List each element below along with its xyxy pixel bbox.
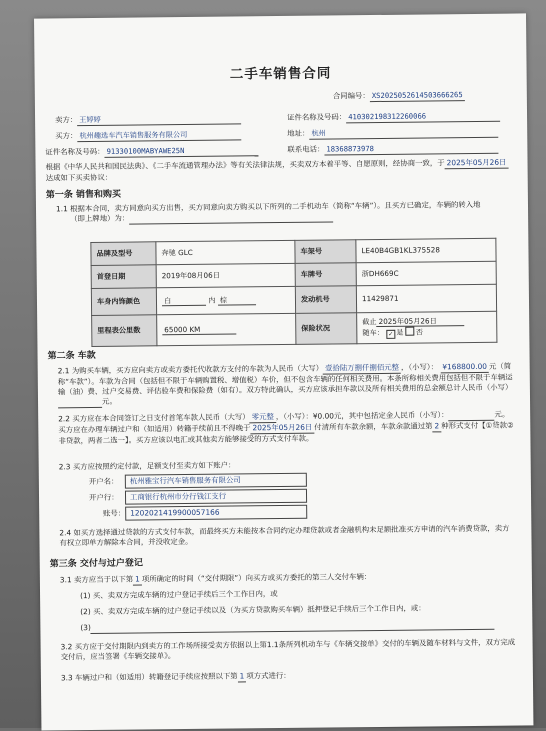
- table-label: 车牌号: [295, 263, 356, 287]
- clause-2-4: 2.4 如买方选择通过贷款的方式支付车款，而最终买方未能按本合同约定办理贷款或者金融机构未足额批准买方申请的汽车消费贷款，卖方有权立即单方解除本合同，并没收定金。: [59, 523, 510, 548]
- table-label: 发动机号: [295, 286, 356, 314]
- table-row: [92, 311, 497, 346]
- table-label: 品牌及型号: [91, 242, 156, 266]
- bank-row: 开户行： 工商银行杭州市分行钱江支行: [89, 489, 307, 505]
- intro-date: 2025年05月26日: [445, 158, 509, 170]
- table-label: 首登日期: [91, 265, 156, 289]
- clause-2-3: 2.3 买方应按照约定付款，足额支付至卖方如下账户：: [58, 460, 236, 472]
- price-uppercase: 壹拾陆万捌仟捌佰元整: [323, 363, 401, 375]
- table-label: 保险状况: [296, 313, 357, 345]
- option-3: (3): [80, 619, 495, 634]
- plate-value: 浙DH669C: [356, 261, 496, 285]
- clause-2-1: 2.1 为购买车辆，买方应向卖方或卖方委托代收款方支付的车款为人民币（大写） 壹拾陆万捌仟捌佰元整 ，（小写）： ¥168800.00 元（简称“车款”）。车款为合同（包括但不限于车辆购置税、增值税）车价，但不包含车辆的任何相关费用。本条所称相关费用包括但不限于车辆运输（油）费、过户交易费、评估验车费和保险费（如有）。双方特此确认，买方应该承担车款以及所有相关费用的总金额总计人民币（小写） 元。: [58, 362, 514, 409]
- section-3-title: 第三条 交付与过户登记: [49, 558, 143, 570]
- bank-name: 工商银行杭州市分行钱江支行: [125, 489, 307, 505]
- clause-2-2: 2.2 买方应在本合同签订之日支付首笔车款人民币（大写） 零元整 ，（小写）：¥0.00元，其中包括定金人民币（小写）： 元。买方应在办理车辆过户和（如适用）转籍手续前且不得晚于 2025年05月26日 付清所有车款余额，车款余款通过第 2 种形式支付【①贷款②非贷款，两者二选一】。买方应该以电汇或其他卖方能够接受的方式支付车款。: [58, 409, 514, 446]
- clause-3-3: 3.3 车辆过户和（如适用）转籍登记手续应按照以下第 1 项方式进行：: [60, 670, 291, 683]
- account-name-row: 开户名： 杭州雅宝行汽车销售服务有限公司: [89, 473, 307, 489]
- phone: 18368873978: [324, 143, 498, 156]
- vehicle-info-table: [90, 238, 497, 347]
- document-title: 二手车销售合同: [229, 65, 332, 83]
- clause-1-1: 1.1 根据本合同，卖方同意向买方出售，买方同意向卖方购买以下所列的二手机动车（简称“车辆”）。且买方已确定，车辆的转入地 （即上牌地）为：: [55, 199, 481, 224]
- brand-value: 奔驰 GLC: [156, 240, 295, 264]
- address: 杭州: [309, 127, 498, 140]
- price-lowercase: ¥168800.00: [440, 362, 489, 373]
- seller-id: 410302198312260066: [346, 111, 500, 123]
- account-number: 1202021419900057166: [125, 505, 307, 521]
- section-2-title: 第二条 车款: [47, 350, 96, 362]
- section-1-title: 第一条 销售和购买: [45, 189, 122, 201]
- clause-3-2: 3.2 买方应于交付期限内到卖方的工作场所接受卖方依据以上第1.1条所列机动车与《车辆交接单》交付的车辆及随车材料与文件，双方完成交付后，应当签署《车辆交接单》。: [60, 637, 516, 662]
- buyer-cert: 91330100MABYAWE25N: [105, 145, 259, 157]
- exterior-color: 白: [162, 295, 206, 306]
- clause-3-1: 3.1 卖方应当于以下第 1 项所确定的时间（“交付期限”）向买方或买方委托的第三人交付车辆：: [59, 572, 372, 585]
- insurance-date: 2025年05月26日: [377, 316, 465, 328]
- phone-row: 联系电话： 18368873978: [287, 143, 498, 156]
- table-label: 车架号: [295, 240, 356, 264]
- checkbox-yes-icon: ✓: [388, 331, 394, 339]
- table-row: [91, 284, 496, 315]
- mileage-value: 65000 KM: [157, 313, 296, 345]
- engine-value: 11429871: [356, 284, 496, 312]
- intro-paragraph: 根据《中华人民共和国民法典》、《二手车流通管理办法》等有关法律法规，买卖双方本着平等、自愿原则，经协商一致，于 2025年05月26日达成如下买卖协议：: [46, 158, 512, 184]
- buyer-name: 杭州趣选车汽车销售服务有限公司: [77, 129, 241, 141]
- balance-due-date: 2025年05月26日: [250, 423, 314, 435]
- color-value: 白 内 棕: [156, 286, 295, 314]
- seller-id-row: 证件名称及号码： 410302198312260066: [287, 111, 500, 124]
- option-2: (2) 买、卖双方完成车辆的过户登记手续以及（为买方贷款购买车辆）抵押登记手续后三个工作日内，或：: [80, 603, 426, 617]
- contract-number-value: XS2025052614503666265: [370, 90, 465, 102]
- seller-row: 卖方： 王婷婷: [55, 113, 241, 126]
- interior-color: 棕: [218, 295, 256, 306]
- contract-page: [34, 13, 533, 730]
- first-registration-value: 2019年08月06日: [156, 263, 295, 287]
- vin-value: LE40B4GB1KL375528: [356, 238, 496, 262]
- address-row: 地址： 杭州: [287, 127, 498, 140]
- option-1: (1) 买、卖双方完成车辆的过户登记手续后三个工作日内，或: [80, 589, 278, 601]
- contract-number: 合同编号： XS2025052614503666265: [333, 90, 465, 102]
- account-name: 杭州雅宝行汽车销售服务有限公司: [125, 473, 307, 489]
- buyer-row: 买方： 杭州趣选车汽车销售服务有限公司: [55, 129, 241, 142]
- insurance-value: 截止 2025年05月26日 随车： ✓ 是 否: [357, 311, 497, 343]
- seller-name: 王婷婷: [77, 113, 241, 125]
- registration-place: [129, 211, 333, 224]
- buyer-cert-row: 证件名称及号码： 91330100MABYAWE25N: [45, 145, 258, 158]
- checkbox-no-icon: [406, 327, 415, 336]
- table-label: 里程表公里数: [92, 315, 157, 347]
- table-label: 车身内饰颜色: [91, 288, 156, 316]
- account-number-row: 账号： 1202021419900057166: [89, 505, 307, 521]
